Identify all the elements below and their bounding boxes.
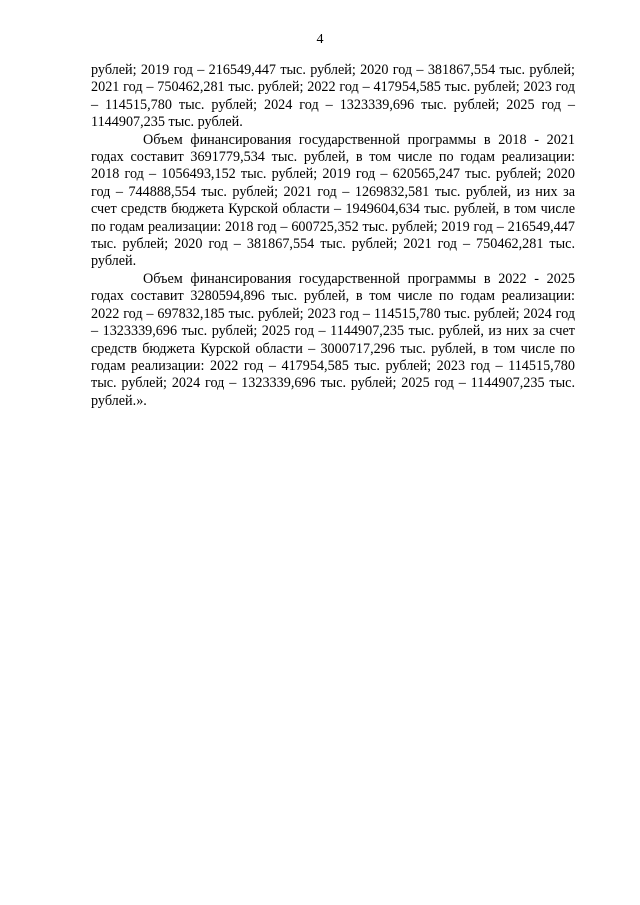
paragraph-funding-2022-2025: Объем финансирования государственной программы в 2022 - 2025 годах составит 3280594,896 тыс. рублей, в том числе по годам реализации: 2022 год – 697832,185 тыс. рублей; 2023 год – 114515,780 тыс. рублей; 2024 год – 1323339,696 тыс. рублей; 2025 год – 1144907,235 тыс. рублей, из них за счет средств бюджета Курской области – 3000717,296 тыс. рублей, в том числе по годам реализации: 2022 год – 417954,585 тыс. рублей; 2023 год – 114515,780 тыс. рублей; 2024 год – 1323339,696 тыс. рублей; 2025 год – 1144907,235 тыс. рублей.». xyxy=(91,270,575,409)
paragraph-continuation: рублей; 2019 год – 216549,447 тыс. рублей; 2020 год – 381867,554 тыс. рублей; 2021 год – 750462,281 тыс. рублей; 2022 год – 417954,585 тыс. рублей; 2023 год – 114515,780 тыс. рублей; 2024 год – 1323339,696 тыс. рублей; 2025 год – 1144907,235 тыс. рублей. xyxy=(91,62,575,131)
page-number: 4 xyxy=(316,32,324,47)
document-body xyxy=(91,62,575,410)
paragraph-funding-2018-2021: Объем финансирования государственной программы в 2018 - 2021 годах составит 3691779,534 тыс. рублей, в том числе по годам реализации: 2018 год – 1056493,152 тыс. рублей; 2019 год – 620565,247 тыс. рублей; 2020 год – 744888,554 тыс. рублей; 2021 год – 1269832,581 тыс. рублей, из них за счет средств бюджета Курской области – 1949604,634 тыс. рублей, в том числе по годам реализации: 2018 год – 600725,352 тыс. рублей; 2019 год – 216549,447 тыс. рублей; 2020 год – 381867,554 тыс. рублей; 2021 год – 750462,281 тыс. рублей. xyxy=(91,131,575,270)
